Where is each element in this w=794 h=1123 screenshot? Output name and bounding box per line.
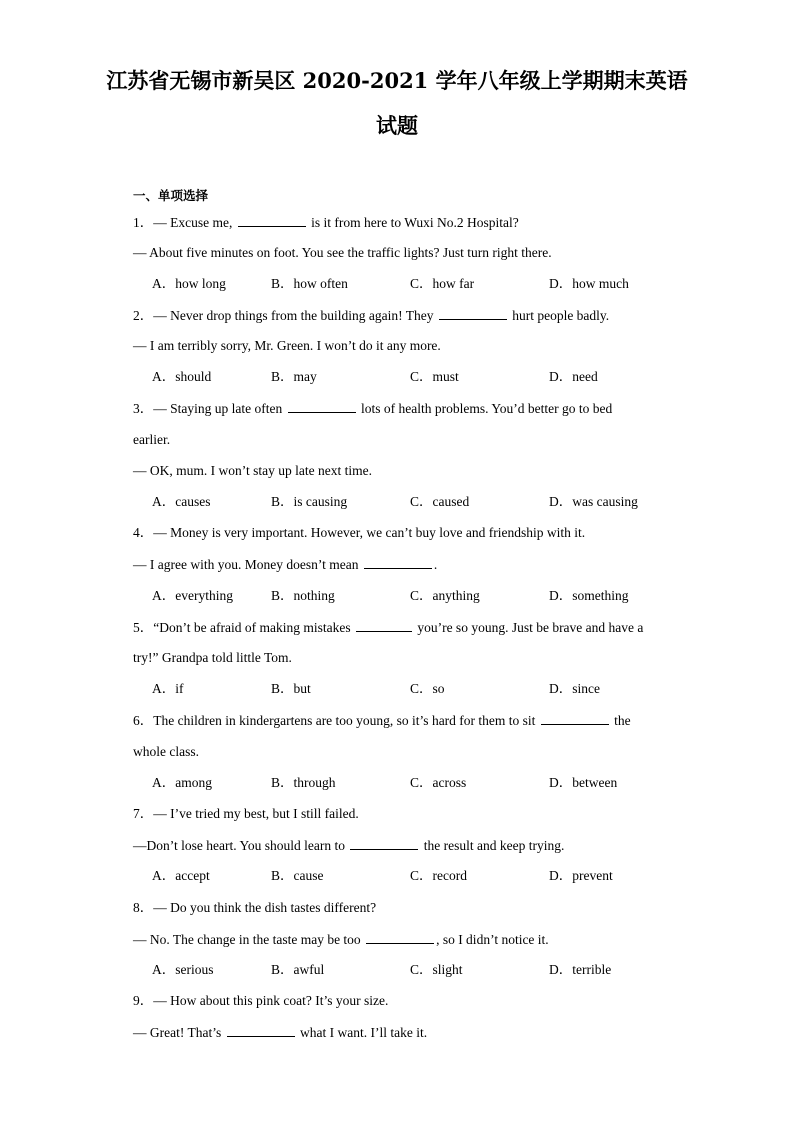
question-text: — I’ve tried my best, but I still failed. bbox=[153, 806, 359, 821]
question-3-wrap: earlier. bbox=[133, 432, 171, 447]
question-text: — How about this pink coat? It’s your size. bbox=[153, 993, 389, 1008]
question-7-reply bbox=[133, 836, 564, 855]
option-d: D．terrible bbox=[549, 962, 612, 977]
option-b: B．may bbox=[271, 369, 317, 384]
answer-blank bbox=[541, 711, 609, 725]
question-2 bbox=[133, 306, 609, 325]
question-4-reply bbox=[133, 555, 437, 574]
answer-blank bbox=[238, 213, 306, 227]
question-5 bbox=[133, 618, 643, 637]
question-3-reply: — OK, mum. I won’t stay up late next time. bbox=[133, 463, 372, 478]
answer-blank bbox=[364, 555, 432, 569]
option-b: B．how often bbox=[271, 276, 348, 291]
option-d: D．how much bbox=[549, 276, 629, 291]
document-title-line2: 试题 bbox=[376, 113, 418, 138]
option-a: A．should bbox=[152, 369, 212, 384]
question-number: 4． bbox=[133, 525, 154, 540]
option-a: A．everything bbox=[152, 588, 233, 603]
option-d: D．prevent bbox=[549, 868, 613, 883]
question-text: — Money is very important. However, we can’t buy love and friendship with it. bbox=[153, 525, 586, 540]
question-4 bbox=[133, 524, 585, 542]
question-text: the result and keep trying. bbox=[420, 838, 565, 853]
option-c: C．slight bbox=[410, 962, 463, 977]
answer-blank bbox=[227, 1023, 295, 1037]
question-number: 6． bbox=[133, 713, 154, 728]
option-d: D．need bbox=[549, 369, 598, 384]
question-number: 7． bbox=[133, 806, 154, 821]
option-b: B．awful bbox=[271, 962, 325, 977]
question-text: lots of health problems. You’d better go to bed bbox=[357, 401, 613, 416]
question-text: — Never drop things from the building again! They bbox=[153, 308, 437, 323]
option-c: C．how far bbox=[410, 276, 475, 291]
option-b: B．cause bbox=[271, 868, 324, 883]
option-d: D．was causing bbox=[549, 494, 638, 509]
option-c: C．so bbox=[410, 681, 445, 696]
question-7 bbox=[133, 805, 359, 823]
question-9-reply bbox=[133, 1023, 427, 1042]
answer-blank bbox=[356, 618, 412, 632]
option-a: A．serious bbox=[152, 962, 214, 977]
option-c: C．anything bbox=[410, 588, 480, 603]
question-text: — Great! That’s bbox=[133, 1025, 225, 1040]
option-b: B．but bbox=[271, 681, 311, 696]
option-d: D．something bbox=[549, 588, 629, 603]
question-2-reply: — I am terribly sorry, Mr. Green. I won’t do it any more. bbox=[133, 338, 441, 353]
question-text: , so I didn’t notice it. bbox=[436, 932, 549, 947]
question-text: — No. The change in the taste may be too bbox=[133, 932, 365, 947]
question-1 bbox=[133, 213, 519, 232]
option-a: A．accept bbox=[152, 868, 210, 883]
question-text: . bbox=[433, 557, 438, 572]
question-text: what I want. I’ll take it. bbox=[296, 1025, 428, 1040]
question-6 bbox=[133, 711, 631, 730]
question-6-wrap: whole class. bbox=[133, 744, 199, 759]
option-b: B．is causing bbox=[271, 494, 348, 509]
question-3 bbox=[133, 399, 612, 418]
option-a: A．if bbox=[152, 681, 184, 696]
question-text: — I agree with you. Money doesn’t mean bbox=[133, 557, 362, 572]
question-text: “Don’t be afraid of making mistakes bbox=[153, 620, 354, 635]
question-text: The children in kindergartens are too young, so it’s hard for them to sit bbox=[153, 713, 539, 728]
question-8 bbox=[133, 899, 376, 917]
question-number: 1． bbox=[133, 215, 154, 230]
answer-blank bbox=[439, 306, 507, 320]
question-number: 2． bbox=[133, 308, 154, 323]
answer-blank bbox=[350, 836, 418, 850]
option-a: A．how long bbox=[152, 276, 226, 291]
question-text: —Don’t lose heart. You should learn to bbox=[133, 838, 349, 853]
option-a: A．causes bbox=[152, 494, 211, 509]
question-number: 3． bbox=[133, 401, 154, 416]
question-text: — Do you think the dish tastes different? bbox=[153, 900, 377, 915]
option-d: D．since bbox=[549, 681, 600, 696]
option-c: C．caused bbox=[410, 494, 470, 509]
option-c: C．across bbox=[410, 775, 467, 790]
question-number: 5． bbox=[133, 620, 154, 635]
question-text: — Staying up late often bbox=[153, 401, 286, 416]
option-b: B．through bbox=[271, 775, 336, 790]
answer-blank bbox=[288, 399, 356, 413]
question-text: hurt people badly. bbox=[508, 308, 610, 323]
answer-blank bbox=[366, 930, 434, 944]
document-title-line1: 江苏省无锡市新吴区 2020-2021 学年八年级上学期期末英语 bbox=[106, 68, 688, 93]
option-d: D．between bbox=[549, 775, 618, 790]
question-number: 9． bbox=[133, 993, 154, 1008]
option-c: C．record bbox=[410, 868, 467, 883]
section-heading: 一、单项选择 bbox=[133, 188, 209, 203]
question-text: you’re so young. Just be brave and have a bbox=[413, 620, 644, 635]
question-8-reply bbox=[133, 930, 549, 949]
option-a: A．among bbox=[152, 775, 212, 790]
question-1-reply: — About five minutes on foot. You see the traffic lights? Just turn right there. bbox=[133, 245, 552, 260]
question-text: — Excuse me, bbox=[153, 215, 236, 230]
option-c: C．must bbox=[410, 369, 459, 384]
option-b: B．nothing bbox=[271, 588, 335, 603]
question-5-wrap: try!” Grandpa told little Tom. bbox=[133, 650, 292, 665]
question-9 bbox=[133, 992, 388, 1010]
question-number: 8． bbox=[133, 900, 154, 915]
question-text: is it from here to Wuxi No.2 Hospital? bbox=[307, 215, 519, 230]
question-text: the bbox=[610, 713, 631, 728]
